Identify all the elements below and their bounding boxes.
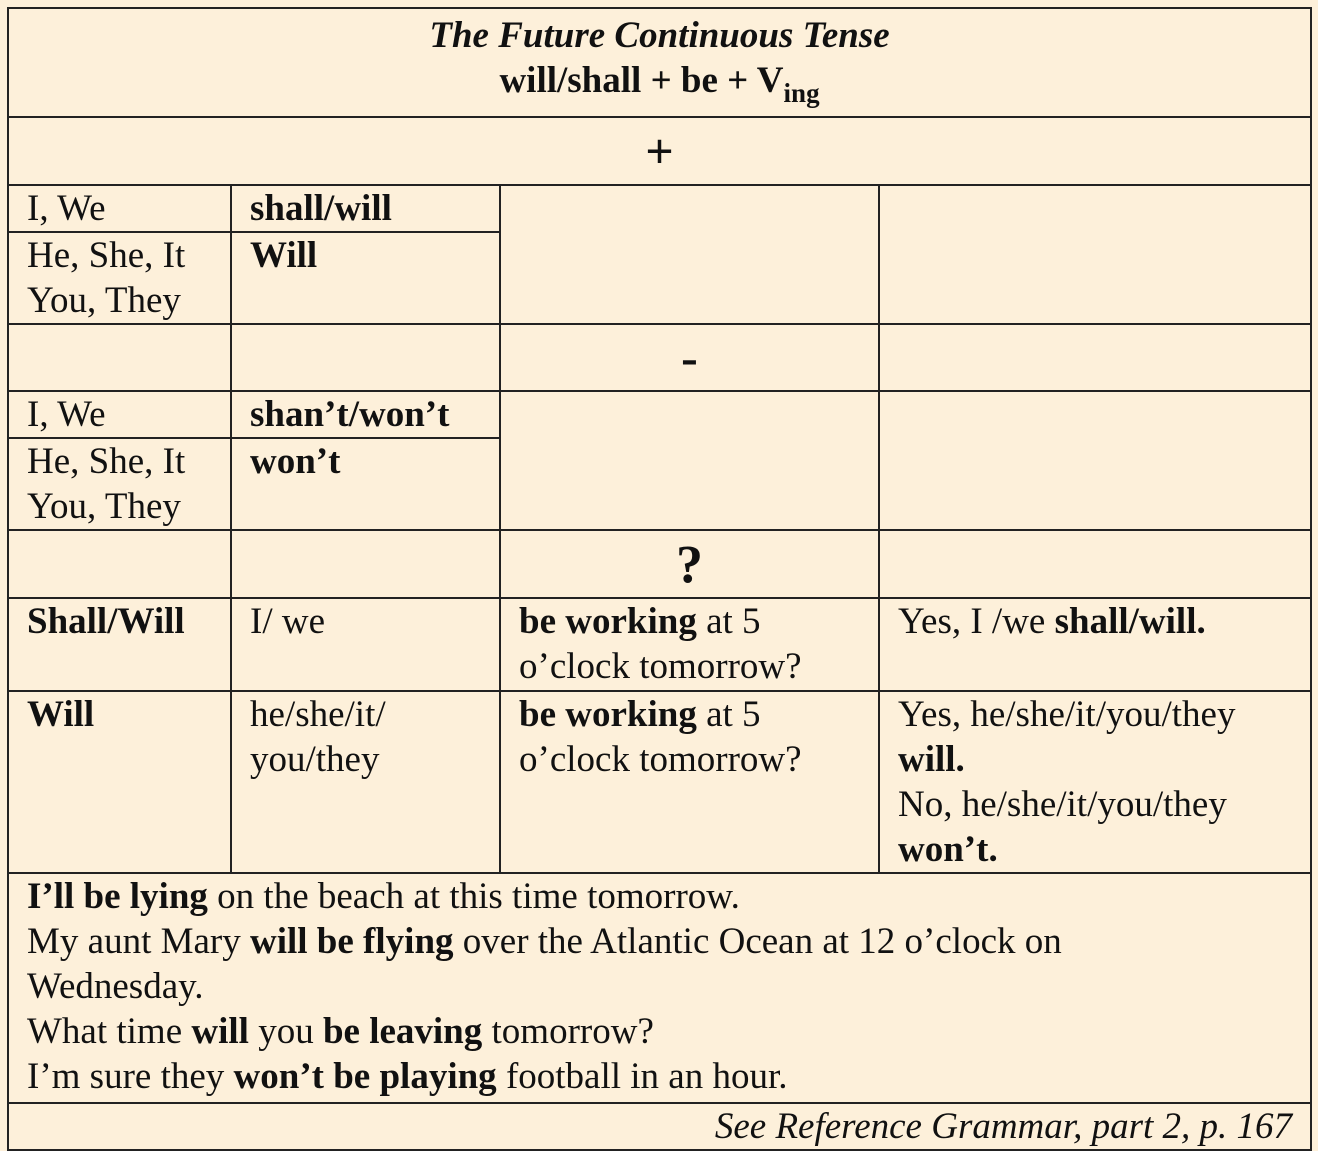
question-2-subject <box>231 691 500 873</box>
question-2-answer-no: No, he/she/it/you/they <box>898 784 1227 825</box>
example-3-text-c: tomorrow? <box>482 1011 654 1052</box>
negative-sign-empty-1 <box>8 324 231 391</box>
example-4-bold: won’t be playing <box>233 1056 497 1097</box>
question-2-answer <box>879 691 1311 873</box>
example-2-bold: will be flying <box>250 921 454 962</box>
question-1-verb-line2: o’clock tomorrow? <box>519 646 802 687</box>
question-2-verb-rest: at 5 <box>696 694 761 735</box>
formula-main: will/shall + be + V <box>499 60 784 101</box>
example-sentence <box>27 919 1310 964</box>
negative-subject-1: I, We <box>9 392 230 439</box>
question-2-answer-no-bold: won’t. <box>898 829 998 870</box>
negative-sign: - <box>500 324 879 391</box>
question-1-verb-bold: be working <box>519 601 697 642</box>
example-1-bold: I’ll be lying <box>27 876 208 917</box>
question-1-answer-bold: shall/will. <box>1054 601 1206 642</box>
example-4-text-a: I’m sure they <box>27 1056 234 1097</box>
examples-cell <box>8 873 1311 1103</box>
negative-subject-2-line1: He, She, It <box>27 441 186 482</box>
affirmative-aux-1: shall/will <box>232 186 499 233</box>
question-2-subject-line2: you/they <box>250 739 380 780</box>
question-2-verb <box>500 691 879 873</box>
affirmative-subject-2-line2: You, They <box>27 280 181 321</box>
affirmative-sign: + <box>8 117 1311 185</box>
negative-aux-1: shan’t/won’t <box>232 392 499 439</box>
question-sign-empty-1 <box>8 530 231 598</box>
affirmative-subject-2 <box>9 233 230 323</box>
tense-title: The Future Continuous Tense <box>429 15 890 56</box>
example-2-text-b: over the Atlantic Ocean at 12 o’clock on <box>453 921 1062 962</box>
negative-aux-cell <box>231 391 500 530</box>
example-3-text-b: you <box>248 1011 323 1052</box>
question-2-answer-yes-bold: will. <box>898 739 965 780</box>
affirmative-aux-cell <box>231 185 500 324</box>
question-1-subject: I/ we <box>231 598 500 691</box>
question-sign-empty-2 <box>231 530 500 598</box>
negative-sign-empty-2 <box>231 324 500 391</box>
negative-sign-empty-3 <box>879 324 1311 391</box>
example-2-continued: Wednesday. <box>27 966 204 1007</box>
example-sentence <box>27 1054 1310 1099</box>
negative-empty-cell-2 <box>879 391 1311 530</box>
negative-empty-cell-1 <box>500 391 879 530</box>
formula-subscript: ing <box>783 78 820 108</box>
negative-subject-2 <box>9 439 230 529</box>
reference-note: See Reference Grammar, part 2, p. 167 <box>8 1103 1311 1150</box>
example-2-text-a: My aunt Mary <box>27 921 250 962</box>
question-1-verb <box>500 598 879 691</box>
example-3-bold-a: will <box>191 1011 249 1052</box>
negative-subject-2-line2: You, They <box>27 486 181 527</box>
question-1-aux: Shall/Will <box>8 598 231 691</box>
table-title-cell <box>8 8 1311 117</box>
affirmative-empty-cell-1 <box>500 185 879 324</box>
question-2-verb-bold: be working <box>519 694 697 735</box>
question-1-answer <box>879 598 1311 691</box>
question-2-subject-line1: he/she/it/ <box>250 694 386 735</box>
question-sign-empty-3 <box>879 530 1311 598</box>
affirmative-aux-2: Will <box>250 235 318 276</box>
example-3-text-a: What time <box>27 1011 192 1052</box>
example-3-bold-b: be leaving <box>322 1011 483 1052</box>
example-4-text-b: football in an hour. <box>496 1056 788 1097</box>
example-sentence <box>27 1009 1310 1054</box>
affirmative-subjects-cell <box>8 185 231 324</box>
example-1-text: on the beach at this time tomorrow. <box>207 876 740 917</box>
negative-subjects-cell <box>8 391 231 530</box>
question-2-verb-line2: o’clock tomorrow? <box>519 739 802 780</box>
tense-formula <box>9 58 1310 116</box>
question-1-answer-plain: Yes, I /we <box>898 601 1055 642</box>
question-2-answer-yes: Yes, he/she/it/you/they <box>898 694 1236 735</box>
affirmative-subject-2-line1: He, She, It <box>27 235 186 276</box>
question-1-verb-rest: at 5 <box>696 601 761 642</box>
negative-aux-2: won’t <box>250 441 341 482</box>
question-2-aux: Will <box>8 691 231 873</box>
affirmative-subject-1: I, We <box>9 186 230 233</box>
grammar-table <box>7 7 1312 1151</box>
affirmative-empty-cell-2 <box>879 185 1311 324</box>
example-sentence <box>27 964 1310 1009</box>
question-sign: ? <box>500 530 879 598</box>
example-sentence <box>27 874 1310 919</box>
